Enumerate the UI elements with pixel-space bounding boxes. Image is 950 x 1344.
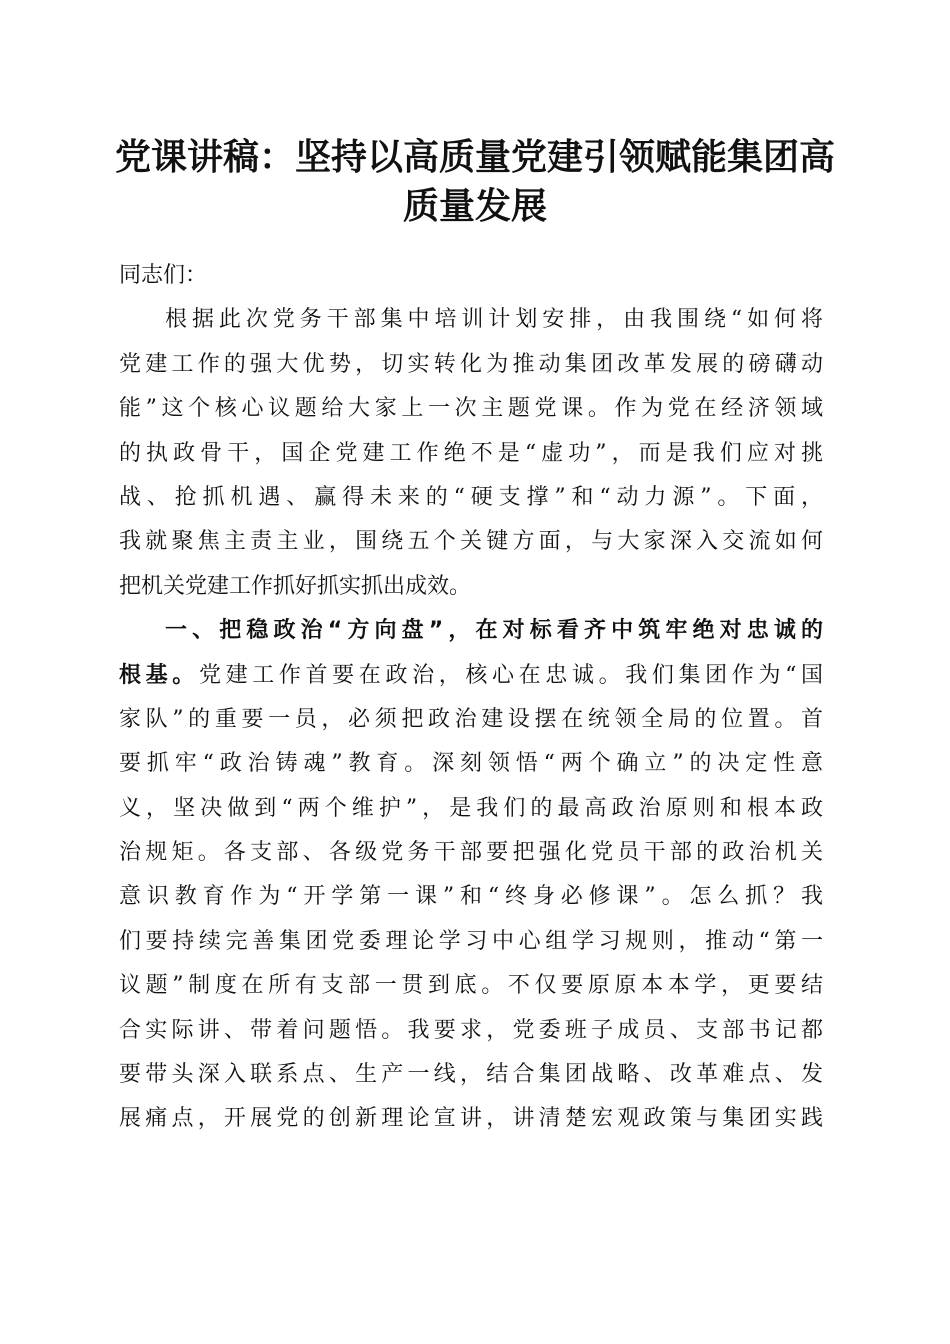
section-heading: 一、把稳政治“方向盘”，在对标看齐中筑牢绝对忠诚的: [165, 618, 823, 644]
paragraph-line: 展痛点，开展党的创新理论宣讲，讲清楚宏观政策与集团实践: [119, 1106, 823, 1132]
paragraph-line: 能”这个核心议题给大家上一次主题党课。作为党在经济领域: [119, 396, 823, 422]
paragraph-line: 治规矩。各支部、各级党务干部要把强化党员干部的政治机关: [119, 840, 823, 866]
page-title: [110, 133, 840, 231]
paragraph-line: 意识教育作为“开学第一课”和“终身必修课”。怎么抓？我: [119, 884, 823, 910]
paragraph-line: 要带头深入联系点、生产一线，结合集团战略、改革难点、发: [119, 1062, 823, 1088]
paragraph-line: 们要持续完善集团党委理论学习中心组学习规则，推动“第一: [119, 928, 823, 954]
title-line: 质量发展: [402, 186, 547, 227]
title-line: 党课讲稿：坚持以高质量党建引领赋能集团高: [114, 137, 835, 178]
paragraph-line: 把机关党建工作抓好抓实抓出成效。: [119, 573, 472, 599]
paragraph-line: 根据此次党务干部集中培训计划安排，由我围绕“如何将: [165, 307, 823, 333]
paragraph-line: 要抓牢“政治铸魂”教育。深刻领悟“两个确立”的决定性意: [119, 751, 823, 777]
paragraph-line: [119, 654, 823, 698]
paragraph-line: 战、抢抓机遇、赢得未来的“硬支撑”和“动力源”。下面，: [119, 484, 823, 510]
paragraph-text: 党建工作首要在政治，核心在忠诚。我们集团作为“国: [198, 662, 823, 688]
paragraph-line: 义，坚决做到“两个维护”，是我们的最高政治原则和根本政: [119, 795, 823, 821]
paragraph-line: 议题”制度在所有支部一贯到底。不仅要原原本本学，更要结: [119, 973, 823, 999]
paragraph-line: 家队”的重要一员，必须把政治建设摆在统领全局的位置。首: [119, 706, 823, 732]
paragraph-line: 党建工作的强大优势，切实转化为推动集团改革发展的磅礴动: [119, 351, 823, 377]
section-heading-tail: 根基。: [119, 662, 199, 688]
salutation: 同志们：: [119, 263, 208, 288]
paragraph-line: 我就聚焦主责主业，围绕五个关键方面，与大家深入交流如何: [119, 529, 823, 555]
document-body: [119, 254, 823, 1142]
paragraph-line: 合实际讲、带着问题悟。我要求，党委班子成员、支部书记都: [119, 1017, 823, 1043]
paragraph-line: 的执政骨干，国企党建工作绝不是“虚功”，而是我们应对挑: [119, 440, 823, 466]
